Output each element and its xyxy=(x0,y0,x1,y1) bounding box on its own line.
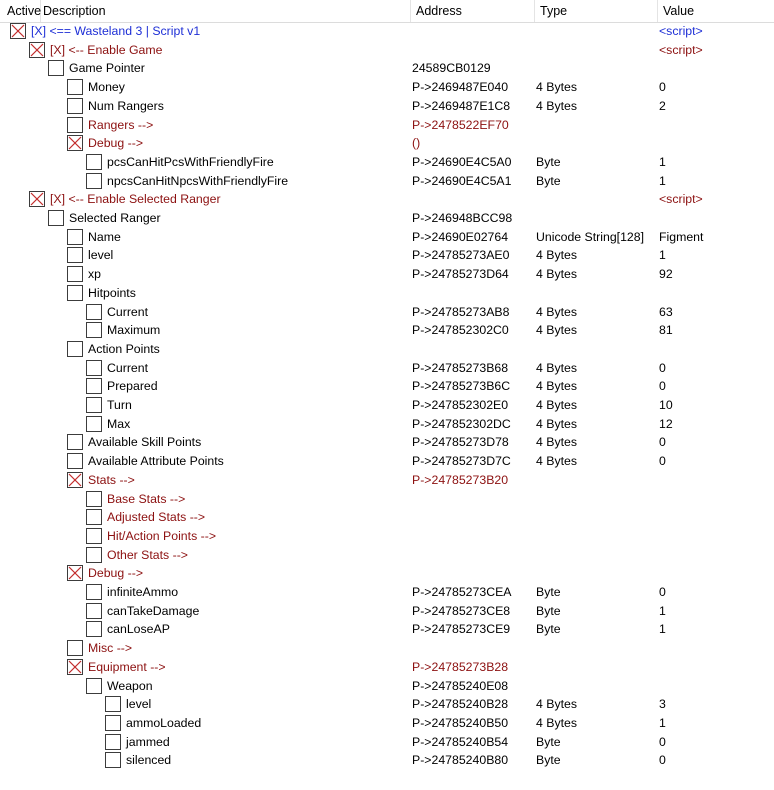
table-row[interactable] xyxy=(0,471,774,490)
table-row[interactable] xyxy=(0,564,774,583)
active-checkbox[interactable] xyxy=(86,584,102,600)
row-description: Rangers --> xyxy=(88,117,154,132)
row-address: P->24785240E08 xyxy=(412,678,509,693)
row-value[interactable]: 1 xyxy=(659,715,666,730)
row-address: P->24785273CEA xyxy=(412,585,512,599)
row-type: 4 Bytes xyxy=(536,248,578,263)
column-header-active[interactable]: Active xyxy=(0,0,41,22)
table-row[interactable] xyxy=(0,303,774,322)
row-address: P->24785273B6C xyxy=(412,379,511,394)
active-checkbox[interactable] xyxy=(86,378,102,394)
row-type: 4 Bytes xyxy=(536,360,578,375)
column-header-description[interactable]: Description xyxy=(41,0,411,22)
active-checkbox[interactable] xyxy=(67,117,83,133)
x-mark-icon xyxy=(68,566,82,580)
row-description: infiniteAmmo xyxy=(107,585,179,599)
row-description: Base Stats --> xyxy=(107,491,186,506)
table-row[interactable] xyxy=(0,490,774,509)
table-row[interactable] xyxy=(0,377,774,396)
row-value[interactable]: Figment xyxy=(659,229,704,244)
row-address: P->24785273AB8 xyxy=(412,304,510,319)
table-row[interactable] xyxy=(0,340,774,359)
table-row[interactable] xyxy=(0,527,774,546)
row-address: P->24785240B28 xyxy=(412,697,509,712)
row-description: Game Pointer xyxy=(69,61,145,76)
table-row[interactable] xyxy=(0,677,774,696)
active-checkbox[interactable] xyxy=(67,341,83,357)
row-type: 4 Bytes xyxy=(536,416,578,431)
active-checkbox-checked[interactable] xyxy=(67,472,83,488)
row-address: P->24785273D64 xyxy=(412,267,509,282)
active-checkbox[interactable] xyxy=(105,752,121,768)
table-row[interactable] xyxy=(0,116,774,135)
x-mark-icon xyxy=(68,136,82,150)
active-checkbox[interactable] xyxy=(67,229,83,245)
row-description: jammed xyxy=(126,734,170,749)
table-row[interactable] xyxy=(0,41,774,60)
x-mark-icon xyxy=(68,660,82,674)
row-type: 4 Bytes xyxy=(536,98,578,113)
row-value[interactable]: 1 xyxy=(659,622,666,637)
active-checkbox[interactable] xyxy=(86,621,102,637)
table-row[interactable] xyxy=(0,134,774,153)
row-value[interactable]: <script> xyxy=(659,192,703,207)
row-description: [X] <-- Enable Game xyxy=(50,42,163,57)
column-header-value[interactable]: Value xyxy=(663,4,695,18)
row-value[interactable]: <script> xyxy=(659,24,703,38)
active-checkbox[interactable] xyxy=(105,696,121,712)
row-address: P->24785273B20 xyxy=(412,472,509,487)
active-checkbox[interactable] xyxy=(86,528,102,544)
table-row[interactable] xyxy=(0,658,774,677)
row-address: P->24785240B54 xyxy=(412,734,509,749)
row-description: Maximum xyxy=(107,323,161,338)
active-checkbox[interactable] xyxy=(67,434,83,450)
row-description: Misc --> xyxy=(88,641,133,656)
table-row[interactable] xyxy=(0,265,774,284)
row-description: Debug --> xyxy=(88,566,144,581)
active-checkbox[interactable] xyxy=(86,322,102,338)
row-type: 4 Bytes xyxy=(536,715,578,730)
table-row[interactable] xyxy=(0,321,774,340)
active-checkbox[interactable] xyxy=(86,509,102,525)
row-description: Hit/Action Points --> xyxy=(107,528,217,543)
row-description: npcsCanHitNpcsWithFriendlyFire xyxy=(107,173,289,188)
row-value[interactable]: 3 xyxy=(659,697,666,712)
row-description: canTakeDamage xyxy=(107,603,200,618)
row-type: 4 Bytes xyxy=(536,267,578,282)
row-value[interactable]: 0 xyxy=(659,80,666,95)
row-value[interactable]: 81 xyxy=(659,323,673,338)
table-row[interactable] xyxy=(0,695,774,714)
active-checkbox[interactable] xyxy=(86,491,102,507)
active-checkbox[interactable] xyxy=(105,734,121,750)
table-row[interactable] xyxy=(0,284,774,303)
row-type: Byte xyxy=(536,173,561,188)
row-type: 4 Bytes xyxy=(536,435,578,450)
active-checkbox[interactable] xyxy=(67,79,83,95)
row-value[interactable]: 0 xyxy=(659,360,666,375)
row-address: P->24785273B68 xyxy=(412,360,509,375)
row-description: Equipment --> xyxy=(88,659,166,674)
row-value[interactable]: 0 xyxy=(659,454,666,469)
row-address: P->24690E02764 xyxy=(412,229,509,244)
row-type: Byte xyxy=(536,734,561,749)
row-value[interactable]: 1 xyxy=(659,603,666,618)
row-description: Selected Ranger xyxy=(69,211,161,225)
row-value[interactable]: 10 xyxy=(659,398,673,412)
row-description: Available Skill Points xyxy=(88,435,202,450)
row-address: P->24785240B50 xyxy=(412,715,509,730)
row-value[interactable]: 1 xyxy=(659,154,666,169)
row-type: Byte xyxy=(536,622,561,637)
table-row[interactable] xyxy=(0,190,774,209)
active-checkbox-checked[interactable] xyxy=(29,42,45,58)
table-row[interactable] xyxy=(0,246,774,265)
active-checkbox[interactable] xyxy=(67,247,83,263)
row-address: P->24785273D78 xyxy=(412,435,509,450)
active-checkbox-checked[interactable] xyxy=(67,565,83,581)
active-checkbox[interactable] xyxy=(86,678,102,694)
row-description: level xyxy=(88,248,114,263)
row-value[interactable]: 2 xyxy=(659,98,666,113)
row-description: [X] <== Wasteland 3 | Script v1 xyxy=(31,24,201,38)
table-row[interactable] xyxy=(0,59,774,78)
row-value[interactable]: 1 xyxy=(659,248,666,263)
table-row[interactable] xyxy=(0,620,774,639)
row-value[interactable]: 92 xyxy=(659,267,673,282)
active-checkbox[interactable] xyxy=(67,98,83,114)
row-description: Num Rangers xyxy=(88,98,164,113)
table-row[interactable] xyxy=(0,172,774,191)
row-address: P->2478522EF70 xyxy=(412,117,509,132)
row-type: 4 Bytes xyxy=(536,379,578,394)
table-row[interactable] xyxy=(0,153,774,172)
active-checkbox[interactable] xyxy=(67,266,83,282)
active-checkbox[interactable] xyxy=(48,210,64,226)
row-value[interactable]: 0 xyxy=(659,753,666,768)
row-address: P->24690E4C5A1 xyxy=(412,173,512,188)
row-address: P->24785273B28 xyxy=(412,659,509,674)
row-value[interactable]: 12 xyxy=(659,416,673,431)
row-address: P->24785273CE9 xyxy=(412,622,511,637)
table-row[interactable] xyxy=(0,359,774,378)
active-checkbox[interactable] xyxy=(86,603,102,619)
table-row[interactable] xyxy=(0,415,774,434)
row-address: () xyxy=(412,136,421,151)
x-mark-icon xyxy=(68,473,82,487)
table-row[interactable] xyxy=(0,733,774,752)
row-description: Current xyxy=(107,304,149,319)
table-row[interactable] xyxy=(0,433,774,452)
row-address: P->246948BCC98 xyxy=(412,211,513,225)
active-checkbox[interactable] xyxy=(86,397,102,413)
column-header xyxy=(0,0,774,23)
active-checkbox[interactable] xyxy=(67,285,83,301)
table-row[interactable] xyxy=(0,714,774,733)
row-description: xp xyxy=(88,267,101,282)
table-row[interactable] xyxy=(0,396,774,415)
active-checkbox[interactable] xyxy=(86,304,102,320)
row-address: P->24690E4C5A0 xyxy=(412,154,512,169)
row-value[interactable]: 0 xyxy=(659,734,666,749)
row-description: Other Stats --> xyxy=(107,547,188,562)
row-address: P->247852302DC xyxy=(412,416,511,431)
table-row[interactable] xyxy=(0,228,774,247)
column-header-type[interactable]: Type xyxy=(535,0,658,22)
active-checkbox[interactable] xyxy=(67,453,83,469)
table-row[interactable] xyxy=(0,209,774,228)
table-row[interactable] xyxy=(0,22,774,41)
active-checkbox-checked[interactable] xyxy=(29,191,45,207)
row-address: P->247852302E0 xyxy=(412,398,509,412)
active-checkbox[interactable] xyxy=(86,154,102,170)
row-value[interactable]: 63 xyxy=(659,304,673,319)
active-checkbox[interactable] xyxy=(86,360,102,376)
table-row[interactable] xyxy=(0,751,774,770)
row-address: P->2469487E040 xyxy=(412,80,509,95)
x-mark-icon xyxy=(11,24,25,38)
row-type: 4 Bytes xyxy=(536,304,578,319)
row-value[interactable]: 0 xyxy=(659,435,666,450)
table-row[interactable] xyxy=(0,583,774,602)
active-checkbox[interactable] xyxy=(67,640,83,656)
row-description: Debug --> xyxy=(88,136,144,151)
row-type: 4 Bytes xyxy=(536,398,578,412)
active-checkbox[interactable] xyxy=(48,60,64,76)
row-address: P->24785273CE8 xyxy=(412,603,511,618)
row-description: ammoLoaded xyxy=(126,715,202,730)
row-address: P->247852302C0 xyxy=(412,323,509,338)
row-type: Byte xyxy=(536,753,561,768)
table-row[interactable] xyxy=(0,639,774,658)
table-row[interactable] xyxy=(0,97,774,116)
table-row[interactable] xyxy=(0,602,774,621)
row-description: Current xyxy=(107,360,149,375)
row-description: Name xyxy=(88,229,121,244)
active-checkbox-checked[interactable] xyxy=(10,23,26,39)
row-value[interactable]: 0 xyxy=(659,379,666,394)
row-value[interactable]: <script> xyxy=(659,42,703,57)
row-description: Adjusted Stats --> xyxy=(107,510,206,525)
row-description: pcsCanHitPcsWithFriendlyFire xyxy=(107,154,274,169)
x-mark-icon xyxy=(30,192,44,206)
row-type: 4 Bytes xyxy=(536,454,578,469)
row-description: Turn xyxy=(107,398,132,412)
active-checkbox[interactable] xyxy=(86,547,102,563)
row-description: canLoseAP xyxy=(107,622,170,637)
row-description: Weapon xyxy=(107,678,153,693)
row-description: Max xyxy=(107,416,131,431)
row-value[interactable]: 1 xyxy=(659,173,666,188)
active-checkbox[interactable] xyxy=(86,416,102,432)
table-row[interactable] xyxy=(0,546,774,565)
row-type: Byte xyxy=(536,585,561,599)
row-type: 4 Bytes xyxy=(536,80,578,95)
row-address: P->24785273D7C xyxy=(412,454,511,469)
active-checkbox-checked[interactable] xyxy=(67,659,83,675)
active-checkbox-checked[interactable] xyxy=(67,135,83,151)
row-description: Hitpoints xyxy=(88,285,136,300)
row-address: P->24785240B80 xyxy=(412,753,509,768)
table-row[interactable] xyxy=(0,452,774,471)
row-address: P->24785273AE0 xyxy=(412,248,510,263)
row-description: Money xyxy=(88,80,125,95)
row-description: [X] <-- Enable Selected Ranger xyxy=(50,192,221,207)
row-description: Action Points xyxy=(88,341,160,356)
row-description: silenced xyxy=(126,753,172,768)
row-address: 24589CB0129 xyxy=(412,61,491,76)
row-description: Stats --> xyxy=(88,472,135,487)
column-header-address[interactable]: Address xyxy=(411,0,535,22)
row-value[interactable]: 0 xyxy=(659,585,666,599)
row-type: 4 Bytes xyxy=(536,697,578,712)
row-address: P->2469487E1C8 xyxy=(412,98,511,113)
row-description: level xyxy=(126,697,152,712)
row-description: Available Attribute Points xyxy=(88,454,224,469)
active-checkbox[interactable] xyxy=(86,173,102,189)
row-type: Byte xyxy=(536,154,561,169)
row-type: Unicode String[128] xyxy=(536,229,645,244)
x-mark-icon xyxy=(30,43,44,57)
table-row[interactable] xyxy=(0,78,774,97)
row-description: Prepared xyxy=(107,379,158,394)
table-row[interactable] xyxy=(0,508,774,527)
row-type: Byte xyxy=(536,603,561,618)
active-checkbox[interactable] xyxy=(105,715,121,731)
row-type: 4 Bytes xyxy=(536,323,578,338)
